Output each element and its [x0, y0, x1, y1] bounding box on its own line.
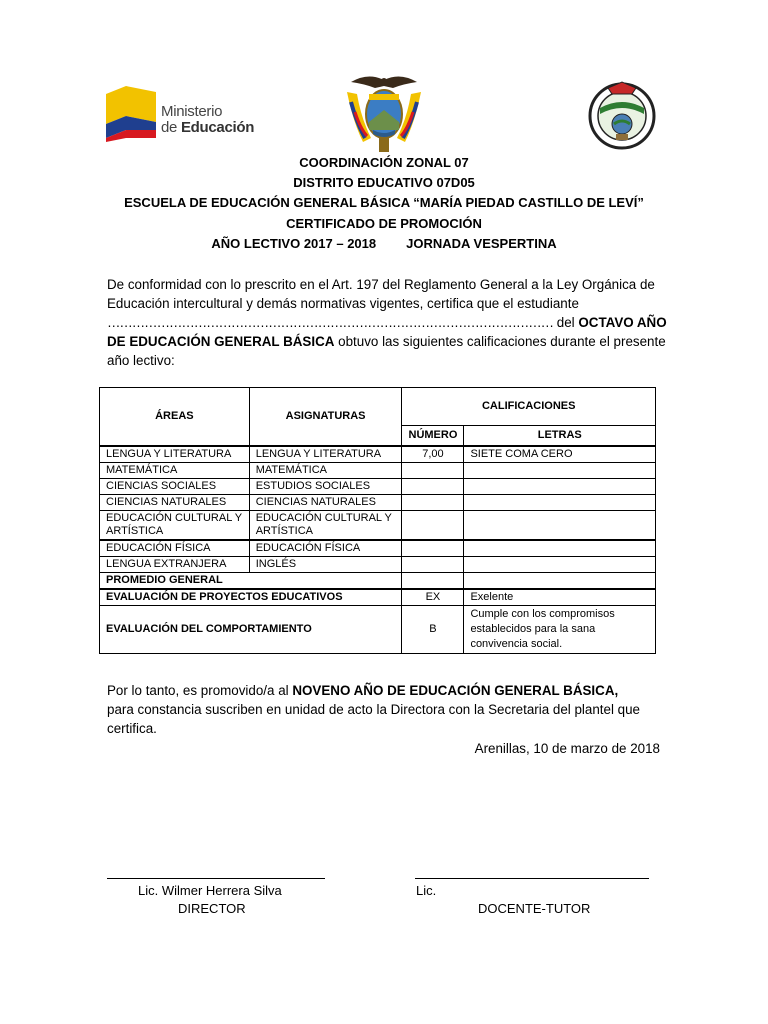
grade-letters — [464, 540, 656, 557]
header-letters: LETRAS — [464, 426, 656, 446]
tutor-role: DOCENTE-TUTOR — [478, 901, 591, 916]
table-row: LENGUA Y LITERATURA LENGUA Y LITERATURA 7,00 SIETE COMA CERO — [100, 446, 656, 463]
date-place: Arenillas, 10 de marzo de 2018 — [474, 741, 660, 756]
grade-number — [402, 462, 464, 478]
grade-number — [402, 510, 464, 540]
grade-letters — [464, 494, 656, 510]
school-shift: JORNADA VESPERTINA — [406, 236, 557, 251]
grade-letters — [464, 510, 656, 540]
intro-paragraph: De conformidad con lo prescrito en el Art. 197 del Reglamento General a la Ley Orgánica de Educación intercultural y demás normativas vigentes, certifica que el estudiante ……………………………………………………………………………………………… del OCTAVO AÑO DE EDUCACIÓN GENERAL BÁSICA obtuvo las siguientes calificaciones durante el presente año lectivo: — [107, 277, 667, 368]
behavior-number: B — [402, 605, 464, 653]
conclusion-paragraph: Por lo tanto, es promovido/a al NOVENO AÑO DE EDUCACIÓN GENERAL BÁSICA, para constancia suscriben en unidad de acto la Directora con la Secretaria del plantel que certifica. — [107, 683, 640, 736]
director-name: Lic. Wilmer Herrera Silva — [138, 883, 282, 898]
header-number: NÚMERO — [402, 426, 464, 446]
table-row: MATEMÁTICA MATEMÁTICA — [100, 462, 656, 478]
table-row: CIENCIAS NATURALES CIENCIAS NATURALES — [100, 494, 656, 510]
grade-letters — [464, 478, 656, 494]
grade-letters — [464, 462, 656, 478]
header-coordination: COORDINACIÓN ZONAL 07 — [299, 155, 469, 170]
grade-number — [402, 494, 464, 510]
student-name-blank[interactable]: ……………………………………………………………………………………………… — [107, 315, 554, 330]
next-grade-level: NOVENO AÑO DE EDUCACIÓN GENERAL BÁSICA, — [292, 683, 619, 698]
school-year: AÑO LECTIVO 2017 – 2018 — [211, 236, 377, 251]
grades-table — [99, 387, 656, 654]
grade-number — [402, 478, 464, 494]
ministry-flag-icon — [106, 86, 158, 142]
director-role: DIRECTOR — [178, 901, 246, 916]
tutor-signature-line[interactable] — [415, 878, 649, 879]
header-certificate-title: CERTIFICADO DE PROMOCIÓN — [286, 216, 482, 231]
grade-number: 7,00 — [402, 446, 464, 463]
grade-number — [402, 556, 464, 572]
projects-row — [100, 589, 656, 606]
school-emblem-icon — [586, 78, 658, 150]
table-row: EDUCACIÓN CULTURAL Y ARTÍSTICA EDUCACIÓN CULTURAL Y ARTÍSTICA — [100, 510, 656, 540]
behavior-letters: Cumple con los compromisos establecidos para la sana convivencia social. — [464, 605, 656, 653]
ecuador-coat-of-arms-icon — [343, 72, 425, 158]
tutor-name: Lic. — [416, 883, 437, 898]
grade-letters: SIETE COMA CERO — [464, 446, 656, 463]
average-label: PROMEDIO GENERAL — [100, 572, 402, 589]
director-signature-line[interactable] — [107, 878, 325, 879]
grade-letters — [464, 556, 656, 572]
behavior-label: EVALUACIÓN DEL COMPORTAMIENTO — [100, 605, 402, 653]
table-row: EDUCACIÓN FÍSICA EDUCACIÓN FÍSICA — [100, 540, 656, 557]
projects-number: EX — [402, 589, 464, 606]
current-grade-level: OCTAVO AÑO DE EDUCACIÓN GENERAL BÁSICA — [107, 315, 667, 349]
header-subjects: ASIGNATURAS — [249, 388, 402, 446]
ministry-of-education-logo — [106, 86, 256, 142]
header-grades: CALIFICACIONES — [402, 388, 656, 426]
header-district: DISTRITO EDUCATIVO 07D05 — [293, 175, 475, 190]
projects-label: EVALUACIÓN DE PROYECTOS EDUCATIVOS — [100, 589, 402, 606]
grade-number — [402, 540, 464, 557]
header-year-shift — [0, 236, 768, 252]
table-row: LENGUA EXTRANJERA INGLÉS — [100, 556, 656, 572]
header-areas: ÁREAS — [100, 388, 250, 446]
ministry-logo-text: Ministerio de Educación — [161, 103, 255, 136]
projects-letters: Exelente — [464, 589, 656, 606]
behavior-row — [100, 605, 656, 653]
average-row — [100, 572, 656, 589]
header-school-name: ESCUELA DE EDUCACIÓN GENERAL BÁSICA “MARÍA PIEDAD CASTILLO DE LEVÍ” — [124, 195, 644, 210]
table-row: CIENCIAS SOCIALES ESTUDIOS SOCIALES — [100, 478, 656, 494]
